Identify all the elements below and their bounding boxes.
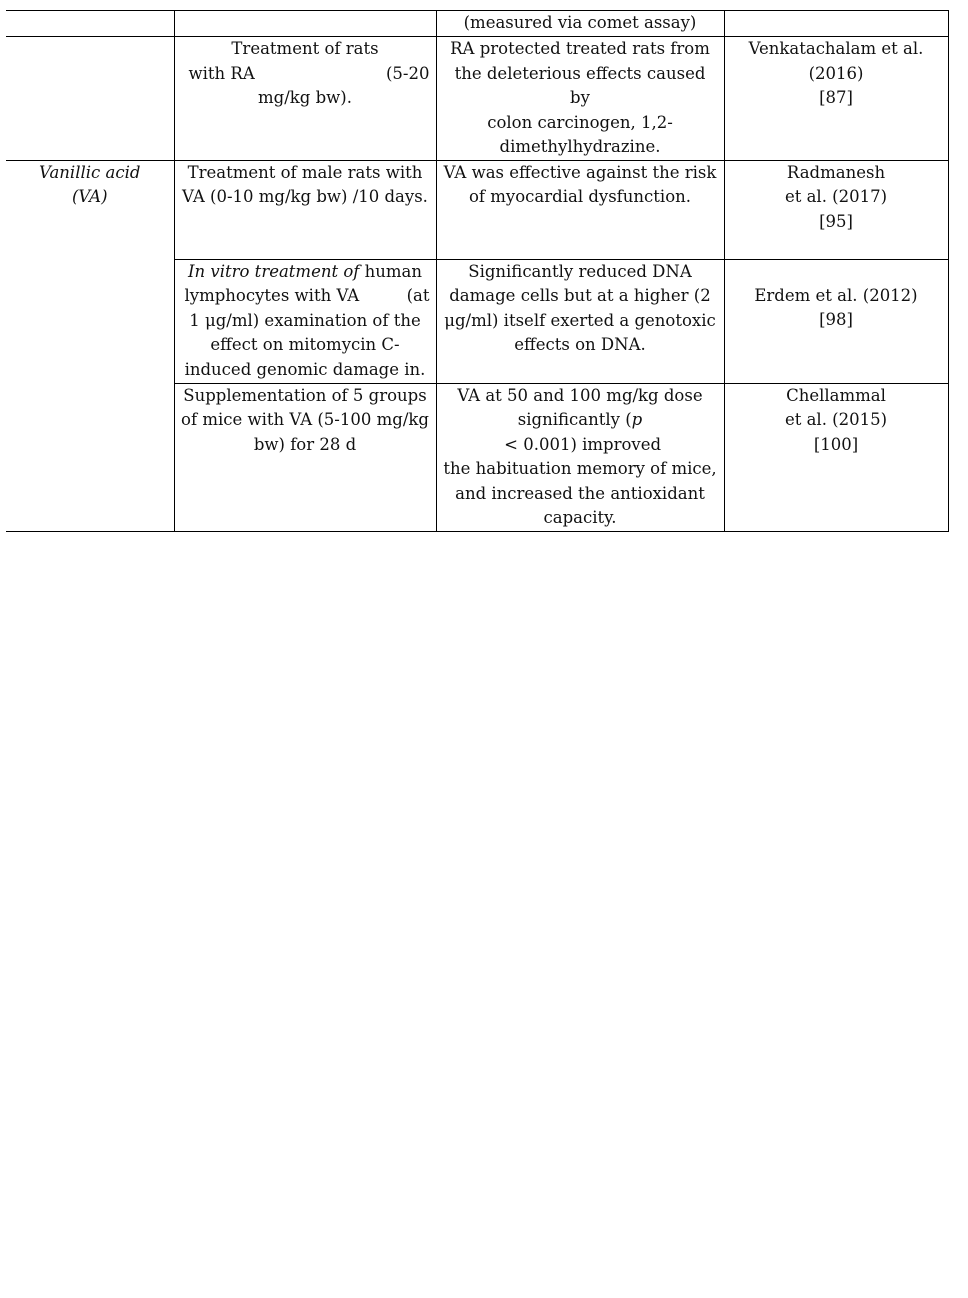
finding-text: μg/ml) itself exerted a genotoxic [444, 310, 716, 330]
treatment-text: mg/kg bw). [258, 88, 352, 107]
treatment-text [181, 260, 430, 285]
reference-cell [724, 259, 948, 383]
reference-text: [98] [819, 310, 853, 329]
finding-text: damage cells but at a higher (2 [449, 286, 711, 305]
finding-text [443, 408, 718, 457]
treatment-text: VA (0-10 mg/kg bw) /10 days. [182, 187, 428, 206]
reference-cell [724, 37, 948, 161]
treatment-text: lymphocytes with VA (at [184, 286, 430, 305]
compound-cell [6, 160, 174, 531]
table-row [6, 160, 948, 259]
finding-text: Significantly reduced DNA [468, 261, 692, 281]
finding-text: significantly ( [517, 410, 632, 429]
compound-name: Vanillic acid [39, 162, 141, 182]
finding-text: RA protected treated rats from [450, 39, 710, 58]
reference-text: [100] [813, 434, 859, 454]
table-row [6, 11, 948, 37]
finding-text: and increased the antioxidant [455, 483, 705, 503]
finding-text: colon carcinogen, 1,2- [487, 112, 673, 132]
reference-text: (2016) [808, 63, 864, 83]
treatment-text: induced genomic damage in. [184, 359, 426, 379]
treatment-cell [174, 11, 436, 37]
treatment-cell [174, 160, 436, 259]
treatment-cell [174, 383, 436, 531]
treatment-text: Supplementation of 5 groups [183, 385, 427, 405]
finding-cell [436, 160, 724, 259]
finding-text: VA at 50 and 100 mg/kg dose [457, 385, 703, 405]
compound-abbr: (VA) [71, 187, 108, 206]
reference-text: et al. (2015) [784, 410, 888, 429]
finding-cell [436, 37, 724, 161]
finding-cell [436, 11, 724, 37]
finding-text: capacity. [543, 508, 617, 527]
treatment-text: Treatment of male rats with [187, 162, 423, 182]
finding-text: of myocardial dysfunction. [468, 187, 692, 206]
reference-text: Chellammal [786, 385, 886, 405]
treatment-text: human [359, 261, 422, 281]
finding-text: effects on DNA. [514, 335, 646, 354]
reference-text: Erdem et al. (2012) [754, 285, 918, 305]
reference-cell [724, 383, 948, 531]
data-table [6, 10, 949, 532]
treatment-text: of mice with VA (5-100 mg/kg [181, 410, 429, 429]
treatment-text: with RA (5-20 [188, 63, 430, 83]
reference-text: [95] [819, 211, 853, 231]
p-value-symbol: p [631, 410, 643, 429]
finding-text: < 0.001) improved [498, 434, 662, 454]
finding-text: the deleterious effects caused by [454, 63, 706, 107]
finding-cell [436, 383, 724, 531]
reference-cell [724, 160, 948, 259]
finding-text: the habituation memory of mice, [443, 459, 717, 478]
compound-cell [6, 37, 174, 161]
finding-text: (measured via comet assay) [463, 13, 697, 32]
treatment-text: Treatment of rats [231, 39, 379, 58]
treatment-cell [174, 37, 436, 161]
finding-text: dimethylhydrazine. [499, 137, 661, 156]
finding-text: VA was effective against the risk [443, 162, 717, 182]
treatment-text: bw) for 28 d [253, 434, 357, 454]
finding-cell [436, 259, 724, 383]
reference-text: Radmanesh [786, 162, 886, 182]
table-row [6, 37, 948, 161]
reference-text: [87] [819, 88, 853, 107]
treatment-text: effect on mitomycin C- [210, 335, 400, 354]
reference-cell [724, 11, 948, 37]
reference-text: Venkatachalam et al. [748, 39, 924, 58]
compound-cell [6, 11, 174, 37]
treatment-italic: In vitro treatment of [188, 261, 360, 281]
reference-text: et al. (2017) [784, 187, 888, 206]
treatment-cell [174, 259, 436, 383]
treatment-text: 1 μg/ml) examination of the [189, 310, 421, 330]
